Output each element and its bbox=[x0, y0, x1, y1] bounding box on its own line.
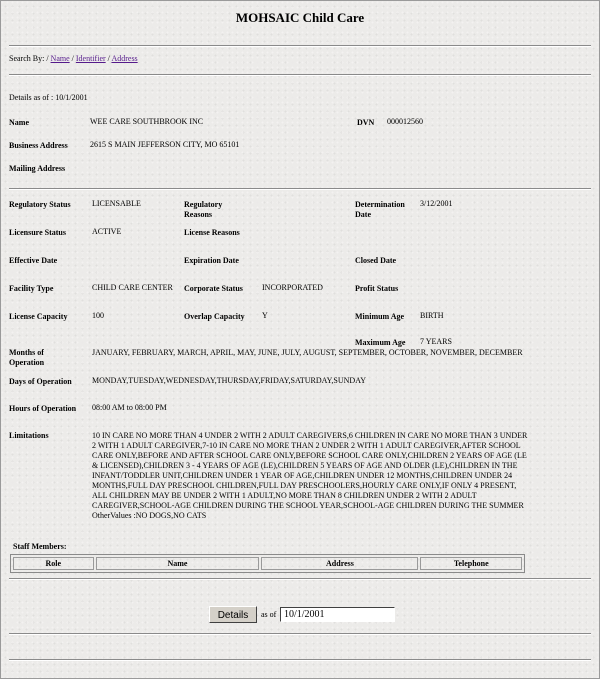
days-of-operation-value: MONDAY,TUESDAY,WEDNESDAY,THURSDAY,FRIDAY,SATURDAY,SUNDAY bbox=[92, 376, 367, 385]
facility-type-label: Facility Type bbox=[9, 284, 54, 293]
maximum-age-label: Maximum Age bbox=[355, 338, 406, 347]
overlap-capacity-label: Overlap Capacity bbox=[184, 312, 245, 321]
effective-date-label: Effective Date bbox=[9, 256, 58, 265]
license-capacity-label: License Capacity bbox=[9, 312, 68, 321]
staff-table-header-row bbox=[13, 557, 522, 570]
facility-type-value: CHILD CARE CENTER bbox=[92, 283, 173, 292]
provider-name: WEE CARE SOUTHBROOK INC bbox=[90, 117, 204, 126]
search-by-bar: Search By: / Name / Identifier / Address bbox=[9, 54, 138, 63]
staff-column-name: Name bbox=[96, 557, 260, 570]
days-of-operation-label: Days of Operation bbox=[9, 377, 72, 386]
business-address-value: 2615 S MAIN JEFFERSON CITY, MO 65101 bbox=[90, 140, 240, 149]
divider bbox=[9, 659, 591, 661]
search-by-name-link[interactable]: Name bbox=[50, 54, 70, 63]
as-of-date-input[interactable] bbox=[280, 607, 395, 622]
months-of-operation-value: JANUARY, FEBRUARY, MARCH, APRIL, MAY, JUNE, JULY, AUGUST, SEPTEMBER, OCTOBER, NOVEMBER, DECEMBER bbox=[92, 348, 523, 357]
details-button[interactable]: Details bbox=[209, 606, 257, 623]
corporate-status-value: INCORPORATED bbox=[262, 283, 323, 292]
hours-of-operation-label: Hours of Operation bbox=[9, 404, 77, 413]
name-label: Name bbox=[9, 118, 29, 127]
staff-column-role: Role bbox=[13, 557, 94, 570]
licensure-status-value: ACTIVE bbox=[92, 227, 122, 236]
profit-status-label: Profit Status bbox=[355, 284, 399, 293]
expiration-date-label: Expiration Date bbox=[184, 256, 239, 265]
dvn-label: DVN bbox=[357, 118, 375, 127]
determination-date-label: Determination Date bbox=[355, 200, 405, 219]
hours-of-operation-value: 08:00 AM to 08:00 PM bbox=[92, 403, 167, 412]
staff-column-address: Address bbox=[261, 557, 418, 570]
staff-column-telephone: Telephone bbox=[420, 557, 522, 570]
divider bbox=[9, 188, 591, 190]
details-as-of: Details as of : 10/1/2001 bbox=[9, 93, 88, 102]
staff-table bbox=[10, 554, 525, 573]
regulatory-status-value: LICENSABLE bbox=[92, 199, 141, 208]
search-by-identifier-link[interactable]: Identifier bbox=[75, 54, 106, 63]
closed-date-label: Closed Date bbox=[355, 256, 397, 265]
as-of-label: as of bbox=[261, 610, 277, 619]
months-of-operation-label: Months of Operation bbox=[9, 348, 45, 367]
regulatory-reasons-label: Regulatory Reasons bbox=[184, 200, 223, 219]
regulatory-status-label: Regulatory Status bbox=[9, 200, 71, 209]
corporate-status-label: Corporate Status bbox=[184, 284, 243, 293]
determination-date-value: 3/12/2001 bbox=[420, 199, 453, 208]
minimum-age-label: Minimum Age bbox=[355, 312, 405, 321]
divider bbox=[9, 45, 591, 47]
limitations-label: Limitations bbox=[9, 431, 49, 440]
dvn-value: 000012560 bbox=[387, 117, 423, 126]
divider bbox=[9, 74, 591, 76]
divider bbox=[9, 578, 591, 580]
maximum-age-value: 7 YEARS bbox=[420, 337, 452, 346]
license-reasons-label: License Reasons bbox=[184, 228, 240, 237]
search-by-label: Search By: / bbox=[9, 54, 49, 63]
search-by-address-link[interactable]: Address bbox=[111, 54, 138, 63]
overlap-capacity-value: Y bbox=[262, 311, 268, 320]
divider bbox=[9, 633, 591, 635]
limitations-value: 10 IN CARE NO MORE THAN 4 UNDER 2 WITH 2 ADULT CAREGIVERS,6 CHILDREN IN CARE NO MORE THAN 3 UNDER 2 WITH 1 ADULT CAREGIVER,7-10 IN CARE NO MORE THAN 2 UNDER 2 WITH 1 ADULT CAREGIVER,AFTER SCHOOL CARE ONLY,BEFORE AND AFTER SCHOOL CARE ONLY,BEFORE SCHOOL CARE ONLY,CHILDREN 2 YEARS OF AGE (LE & LICENSED),CHILDREN 3 - 4 YEARS OF AGE (LE),CHILDREN 5 YEARS OF AGE AND OLDER (LE),CHILDREN IN THE INFANT/TODDLER UNIT,CHILDREN UNDER 1 YEAR OF AGE,CHILDREN UNDER 12 MONTHS,CHILDREN UNDER 24 MONTHS,FULL DAY PRESCHOOL CHILDREN,FULL DAY PRESCHOOLERS,HOURLY CARE ONLY,IF ONLY 4 PRESENT, ALL CHILDREN MAY BE UNDER 2 WITH 1 ADULT,NO MORE THAN 8 CHILDREN UNDER 2 WITH 2 ADULT CAREGIVER,SCHOOL-AGE CHILDREN DURING THE SCHOOL YEAR,SCHOOL-AGE CHILDREN DURING THE SUMMER OtherValues :NO DOGS,NO CATS bbox=[92, 431, 528, 520]
business-address-label: Business Address bbox=[9, 141, 68, 150]
staff-members-label: Staff Members: bbox=[13, 542, 67, 551]
licensure-status-label: Licensure Status bbox=[9, 228, 66, 237]
minimum-age-value: BIRTH bbox=[420, 311, 444, 320]
license-capacity-value: 100 bbox=[92, 311, 104, 320]
mailing-address-label: Mailing Address bbox=[9, 164, 66, 173]
page-title: MOHSAIC Child Care bbox=[235, 10, 365, 25]
